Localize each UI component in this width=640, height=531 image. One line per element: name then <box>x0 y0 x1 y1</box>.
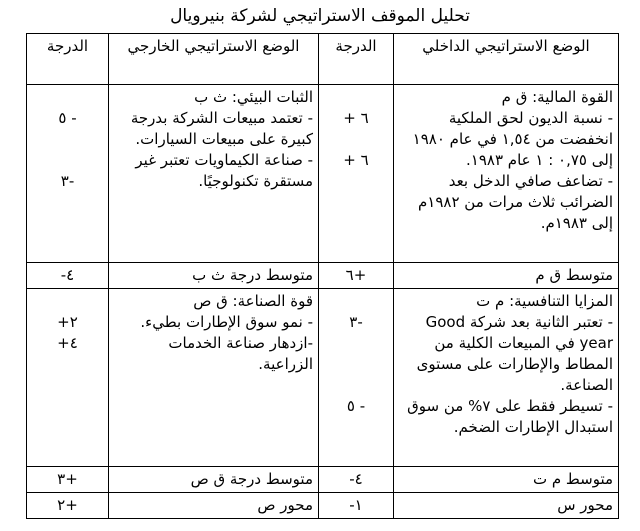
industry-scores-cell <box>27 289 109 467</box>
summary1-external-value: ٤- <box>27 263 109 289</box>
industry-strength-cell <box>109 289 319 467</box>
industry-score-1: +٢ <box>57 313 78 331</box>
summary2-external-label: متوسط درجة ق ص <box>109 467 319 493</box>
strategic-position-table <box>26 33 619 519</box>
industry-strength-title: قوة الصناعة: ق ص <box>193 292 313 310</box>
header-external-position: الوضع الاستراتيجي الخارجي <box>109 34 319 85</box>
financial-strength-title: القوة المالية: ق م <box>501 88 613 106</box>
summary2-external-value: +٣ <box>27 467 109 493</box>
environment-score-2: ٣- <box>60 172 75 190</box>
header-external-score: الدرجة <box>27 34 109 85</box>
financial-score-1: + ٦ <box>343 109 369 127</box>
header-internal-position: الوضع الاستراتيجي الداخلي <box>394 34 619 85</box>
environment-score-1: ٥ - <box>58 109 77 127</box>
industry-score-2: +٤ <box>57 334 78 352</box>
table-row-summary-1 <box>27 263 619 289</box>
competitive-item-2: - تسيطر فقط على ٧% من سوق استبدال الإطارات الضخم. <box>407 397 613 436</box>
competitive-scores-cell <box>319 289 394 467</box>
summary1-internal-label: متوسط ق م <box>394 263 619 289</box>
table-row-financial-environment <box>27 85 619 263</box>
financial-strength-cell <box>394 85 619 263</box>
industry-item-1: - نمو سوق الإطارات بطيء. <box>140 313 313 331</box>
financial-item-2: - تضاعف صافي الدخل بعد الضرائب ثلاث مرات من ١٩٨٢م إلى ١٩٨٣م. <box>418 172 613 232</box>
environment-item-2: - صناعة الكيماويات تعتبر غير مستقرة تكنولوجيًا. <box>135 151 313 190</box>
table-row-competitive-industry <box>27 289 619 467</box>
competitive-advantage-title: المزايا التنافسية: م ت <box>476 292 613 310</box>
environment-item-1: - تعتمد مبيعات الشركة بدرجة كبيرة على مبيعات السيارات. <box>130 109 313 148</box>
x-axis-label: محور س <box>394 493 619 519</box>
summary1-external-label: متوسط درجة ث ب <box>109 263 319 289</box>
table-row-axes <box>27 493 619 519</box>
document-title: تحليل الموقف الاستراتيجي لشركة بنيرويال <box>170 6 470 26</box>
y-axis-label: محور ص <box>109 493 319 519</box>
industry-item-2: -ازدهار صناعة الخدمات الزراعية. <box>168 334 313 373</box>
competitive-advantage-cell <box>394 289 619 467</box>
header-internal-score: الدرجة <box>319 34 394 85</box>
x-axis-value: ١- <box>319 493 394 519</box>
financial-item-1: - نسبة الديون لحق الملكية انخفضت من ١,٥٤ في عام ١٩٨٠ إلى ٠,٧٥ : ١ عام ١٩٨٣. <box>412 109 613 169</box>
financial-score-2: + ٦ <box>343 151 369 169</box>
table-header-row <box>27 34 619 85</box>
environment-scores-cell <box>27 85 109 263</box>
competitive-item-1: - تعتبر الثانية بعد شركة Good year في المبيعات الكلية من المطاط والإطارات على مستوى الصناعة. <box>416 313 613 394</box>
environmental-stability-cell <box>109 85 319 263</box>
competitive-score-2: ٥ - <box>346 397 366 415</box>
competitive-score-1: ٣- <box>349 313 363 331</box>
environmental-stability-title: الثبات البيئي: ث ب <box>194 88 313 106</box>
summary1-internal-value: +٦ <box>319 263 394 289</box>
table-row-summary-2 <box>27 467 619 493</box>
summary2-internal-label: متوسط م ت <box>394 467 619 493</box>
y-axis-value: +٢ <box>27 493 109 519</box>
financial-scores-cell <box>319 85 394 263</box>
summary2-internal-value: ٤- <box>319 467 394 493</box>
